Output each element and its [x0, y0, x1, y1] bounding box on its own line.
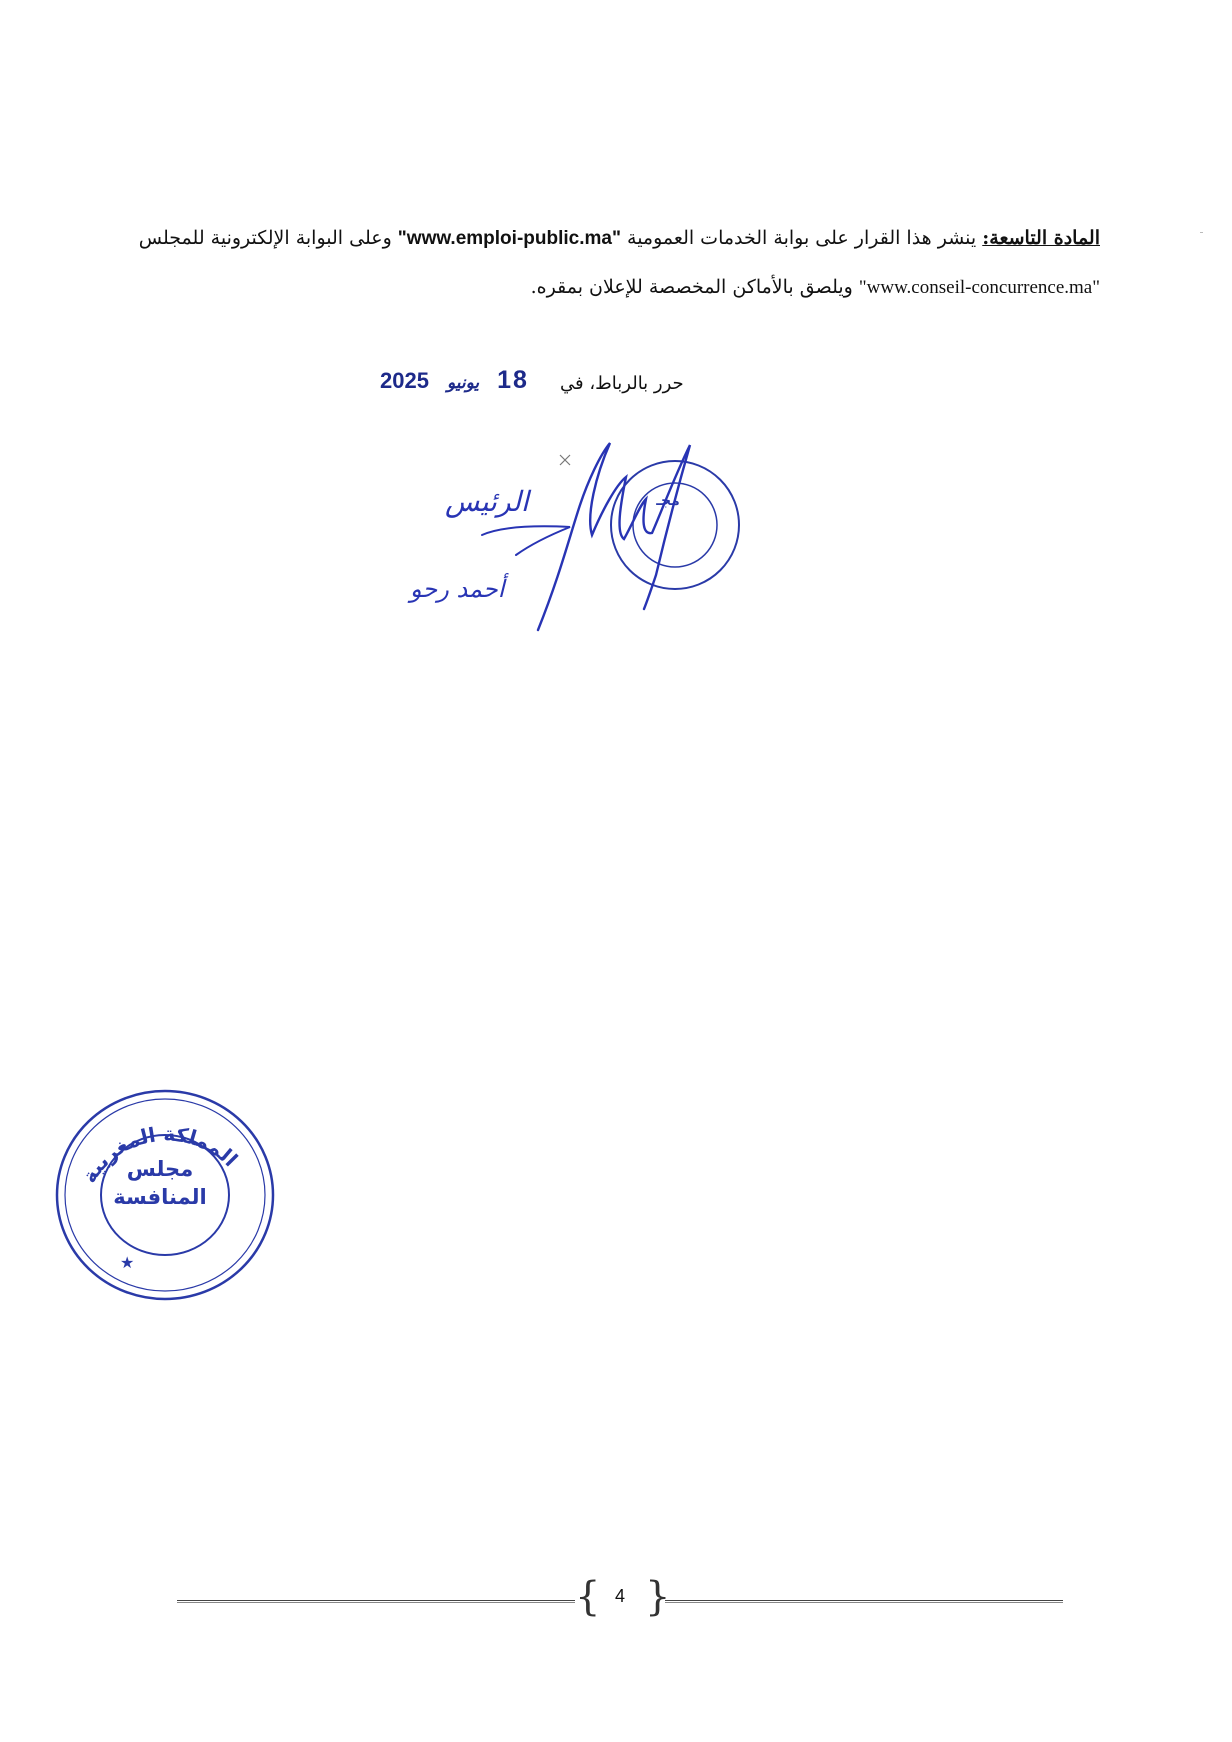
- paragraph-line-1: [138, 214, 1100, 263]
- signature-seal-text: مجـ: [656, 493, 680, 509]
- official-seal-rim-text: المملكة المغربية: [76, 1121, 243, 1188]
- emploi-public-url: "www.emploi-public.ma": [397, 228, 621, 249]
- handwritten-signature: [420, 415, 740, 655]
- paragraph-line-2: [175, 263, 1100, 312]
- seal-star-icon: ★: [120, 1253, 135, 1272]
- signatory-title: الرئيس: [445, 485, 529, 518]
- date-year: 2025: [380, 368, 429, 393]
- footer-brace-right: }: [645, 1574, 671, 1620]
- article-text-2b: ويلصق بالأماكن المخصصة للإعلان بمقره.: [530, 276, 859, 298]
- page-footer: [165, 1574, 1065, 1620]
- article-text-1b: وعلى البوابة الإلكترونية للمجلس: [138, 227, 398, 249]
- place-of-issue: حرر بالرباط، في: [560, 373, 684, 394]
- date-day: 18: [497, 366, 529, 394]
- signatory-name: أحمد رحو: [410, 575, 505, 603]
- footer-rule-right: [665, 1600, 1063, 1603]
- scan-speck: [1200, 232, 1203, 233]
- conseil-concurrence-url: "www.conseil-concurrence.ma": [858, 277, 1100, 298]
- footer-rule-left: [177, 1600, 575, 1603]
- article-nine-paragraph: [138, 214, 1100, 312]
- official-seal-line-1: مجلس: [126, 1157, 194, 1181]
- official-seal-line-2: المنافسة: [113, 1185, 207, 1209]
- article-lead: المادة التاسعة:: [982, 227, 1100, 249]
- date-stamp: [380, 366, 529, 395]
- date-month: يونيو: [446, 373, 480, 392]
- footer-brace-left: {: [575, 1574, 601, 1620]
- article-text-1a: ينشر هذا القرار على بوابة الخدمات العمومية: [620, 227, 983, 249]
- page-number: 4: [614, 1586, 625, 1606]
